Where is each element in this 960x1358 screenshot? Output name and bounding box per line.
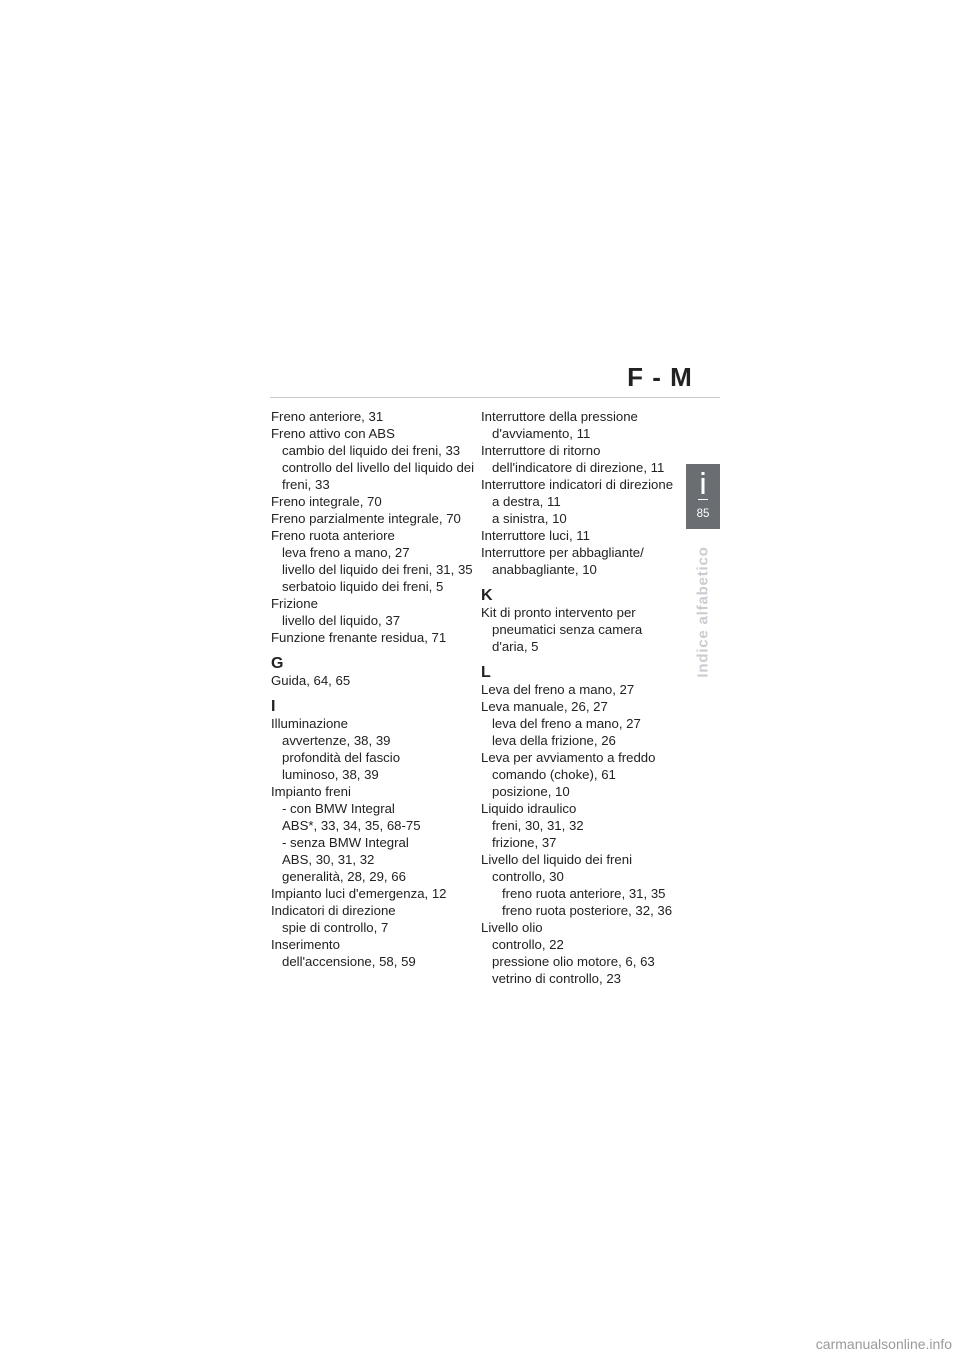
section-tab	[686, 464, 720, 529]
index-column-right	[481, 408, 681, 987]
index-entry: Livello olio	[481, 920, 543, 935]
index-subentry: controllo del livello del liquido dei	[282, 460, 475, 475]
index-letter-heading: I	[271, 698, 276, 715]
index-subentry: leva del freno a mano, 27	[492, 716, 641, 731]
index-subentry: d'aria, 5	[492, 639, 539, 654]
index-entry: Livello del liquido dei freni	[481, 852, 633, 867]
index-subentry: luminoso, 38, 39	[282, 767, 379, 782]
index-subentry: freni, 30, 31, 32	[492, 818, 584, 833]
index-entry: Freno anteriore, 31	[271, 409, 384, 424]
index-entry: Freno integrale, 70	[271, 494, 382, 509]
index-entry: Interruttore per abbagliante/	[481, 545, 644, 560]
header-divider	[270, 397, 720, 398]
index-subentry: - con BMW Integral	[282, 801, 395, 816]
page-title: F - M	[627, 362, 693, 392]
index-subentry: leva della frizione, 26	[492, 733, 616, 748]
index-entry: Leva per avviamento a freddo	[481, 750, 656, 765]
index-subentry: a destra, 11	[492, 494, 561, 509]
index-subentry: freni, 33	[282, 477, 330, 492]
info-i-icon	[698, 472, 708, 502]
index-subentry: pneumatici senza camera	[492, 622, 643, 637]
index-entry: Freno attivo con ABS	[271, 426, 395, 441]
index-subentry: d'avviamento, 11	[492, 426, 591, 441]
index-subentry: cambio del liquido dei freni, 33	[282, 443, 461, 458]
index-entry: Interruttore luci, 11	[481, 528, 590, 543]
index-subentry: livello del liquido dei freni, 31, 35	[282, 562, 473, 577]
index-subentry: controllo, 30	[492, 869, 564, 884]
index-subentry: generalità, 28, 29, 66	[282, 869, 406, 884]
index-subentry: - senza BMW Integral	[282, 835, 409, 850]
index-subentry: frizione, 37	[492, 835, 557, 850]
index-subentry: a sinistra, 10	[492, 511, 567, 526]
index-entry: Inserimento	[271, 937, 340, 952]
index-subentry: dell'accensione, 58, 59	[282, 954, 416, 969]
index-subentry: ABS, 30, 31, 32	[282, 852, 375, 867]
index-entry: Guida, 64, 65	[271, 673, 351, 688]
index-entry: Illuminazione	[271, 716, 348, 731]
index-entry: Leva manuale, 26, 27	[481, 699, 608, 714]
side-section-label-text: Indice alfabetico	[694, 546, 712, 678]
index-entry: Kit di pronto intervento per	[481, 605, 636, 620]
index-subentry: spie di controllo, 7	[282, 920, 389, 935]
index-entry: Impianto luci d'emergenza, 12	[271, 886, 447, 901]
index-entry: Interruttore indicatori di direzione	[481, 477, 674, 492]
index-entry: Impianto freni	[271, 784, 351, 799]
index-subentry: posizione, 10	[492, 784, 570, 799]
index-subentry: serbatoio liquido dei freni, 5	[282, 579, 444, 594]
index-entry: Leva del freno a mano, 27	[481, 682, 635, 697]
page-number: 85	[696, 508, 710, 520]
index-entry: Freno ruota anteriore	[271, 528, 395, 543]
index-subentry: dell'indicatore di direzione, 11	[492, 460, 665, 475]
side-section-label	[690, 548, 716, 676]
index-subentry: pressione olio motore, 6, 63	[492, 954, 655, 969]
index-entry: Interruttore della pressione	[481, 409, 638, 424]
index-subentry: vetrino di controllo, 23	[492, 971, 622, 986]
index-subentry: freno ruota anteriore, 31, 35	[502, 886, 666, 901]
index-entry: Interruttore di ritorno	[481, 443, 601, 458]
index-subentry: controllo, 22	[492, 937, 564, 952]
index-entry: Frizione	[271, 596, 318, 611]
index-subentry: profondità del fascio	[282, 750, 401, 765]
index-subentry: avvertenze, 38, 39	[282, 733, 391, 748]
index-subentry: livello del liquido, 37	[282, 613, 401, 628]
index-entry: Indicatori di direzione	[271, 903, 396, 918]
index-subentry: leva freno a mano, 27	[282, 545, 410, 560]
index-subentry: ABS*, 33, 34, 35, 68-75	[282, 818, 421, 833]
watermark: carmanualsonline.info	[815, 1336, 952, 1352]
index-subentry: freno ruota posteriore, 32, 36	[502, 903, 673, 918]
index-subentry: comando (choke), 61	[492, 767, 616, 782]
index-entry: Funzione frenante residua, 71	[271, 630, 447, 645]
index-letter-heading: K	[481, 587, 493, 604]
index-column-left	[271, 408, 475, 970]
index-letter-heading: L	[481, 664, 491, 681]
index-entry: Freno parzialmente integrale, 70	[271, 511, 461, 526]
index-letter-heading: G	[271, 655, 284, 672]
index-subentry: anabbagliante, 10	[492, 562, 597, 577]
index-entry: Liquido idraulico	[481, 801, 577, 816]
